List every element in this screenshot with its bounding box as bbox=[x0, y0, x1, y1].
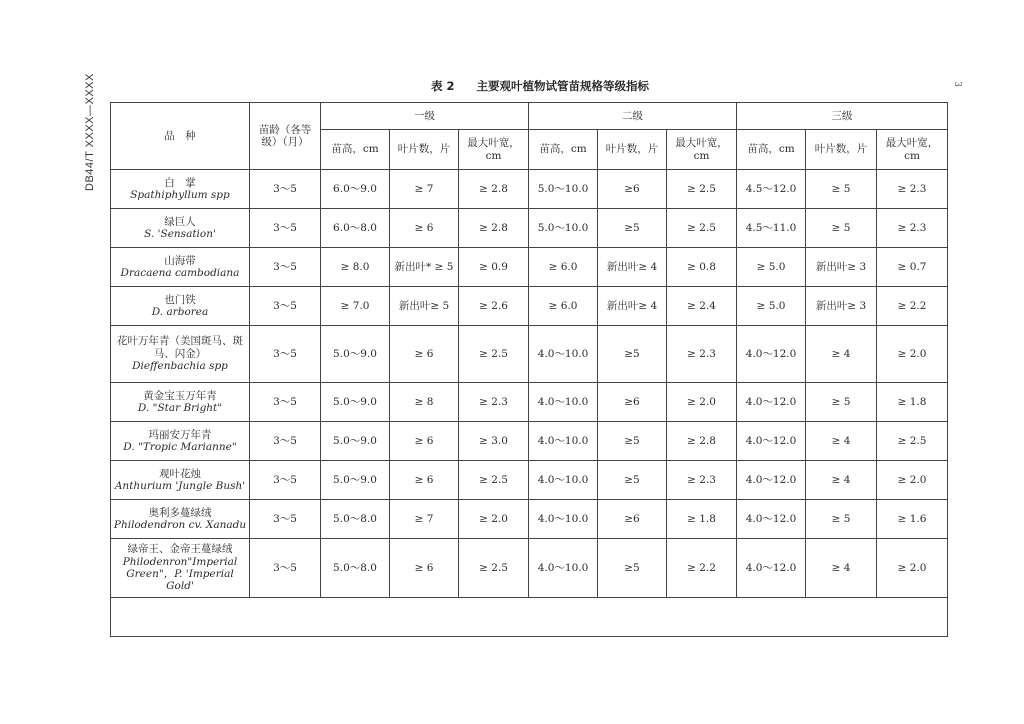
value-cell: ≥ 0.8 bbox=[667, 248, 737, 287]
value-cell: 4.0～12.0 bbox=[737, 383, 806, 422]
variety-name-latin: D. "Tropic Marianne" bbox=[123, 441, 237, 453]
variety-cell bbox=[111, 170, 250, 209]
header-leaf-count: 叶片数，片 bbox=[806, 130, 877, 170]
table-row bbox=[111, 287, 948, 326]
value-cell: 4.0～10.0 bbox=[529, 539, 598, 598]
value-cell: 4.0～10.0 bbox=[529, 500, 598, 539]
table-title: 主要观叶植物试管苗规格等级指标 bbox=[476, 79, 650, 93]
age-cell: 3～5 bbox=[250, 209, 321, 248]
value-cell: ≥ 5 bbox=[806, 170, 877, 209]
value-cell: 5.0～8.0 bbox=[321, 539, 390, 598]
variety-cell bbox=[111, 287, 250, 326]
value-cell: 4.0～12.0 bbox=[737, 422, 806, 461]
value-cell: ≥ 6 bbox=[390, 326, 459, 383]
table-row bbox=[111, 326, 948, 383]
value-cell: ≥ 3.0 bbox=[459, 422, 529, 461]
variety-name-cn: 山海带 bbox=[164, 254, 196, 267]
age-cell: 3～5 bbox=[250, 500, 321, 539]
value-cell: ≥ 2.8 bbox=[459, 209, 529, 248]
value-cell: ≥ 4 bbox=[806, 326, 877, 383]
value-cell: ≥ 8.0 bbox=[321, 248, 390, 287]
value-cell: 4.0～10.0 bbox=[529, 326, 598, 383]
value-cell: ≥ 2.5 bbox=[459, 326, 529, 383]
value-cell: ≥ 6.0 bbox=[529, 248, 598, 287]
value-cell: ≥6 bbox=[598, 500, 667, 539]
value-cell: ≥ 5.0 bbox=[737, 287, 806, 326]
value-cell: 6.0～8.0 bbox=[321, 209, 390, 248]
header-age: 苗龄（各等级）（月） bbox=[250, 103, 321, 170]
value-cell: ≥ 2.5 bbox=[667, 170, 737, 209]
variety-name-cn: 奥利多蔓绿绒 bbox=[148, 506, 212, 519]
value-cell: ≥ 8 bbox=[390, 383, 459, 422]
value-cell: ≥6 bbox=[598, 170, 667, 209]
value-cell: ≥ 6 bbox=[390, 422, 459, 461]
value-cell: ≥ 2.0 bbox=[877, 539, 948, 598]
value-cell: ≥ 5 bbox=[806, 209, 877, 248]
variety-cell bbox=[111, 422, 250, 461]
header-leaf-width: 最大叶宽，cm bbox=[877, 130, 948, 170]
value-cell: ≥ 2.2 bbox=[877, 287, 948, 326]
age-cell: 3～5 bbox=[250, 170, 321, 209]
value-cell: ≥5 bbox=[598, 461, 667, 500]
value-cell: ≥ 0.7 bbox=[877, 248, 948, 287]
variety-name-cn: 白 掌 bbox=[164, 176, 196, 189]
variety-name-cn: 花叶万年青（美国斑马、斑马、闪金） bbox=[117, 335, 243, 360]
variety-name-cn: 玛丽安万年青 bbox=[148, 428, 212, 441]
variety-name-cn: 黄金宝玉万年青 bbox=[143, 389, 217, 402]
variety-name-latin: Anthurium 'Jungle Bush' bbox=[114, 480, 246, 492]
blank-cell bbox=[111, 598, 948, 637]
header-height: 苗高，cm bbox=[737, 130, 806, 170]
variety-name-latin: Dracaena cambodiana bbox=[120, 267, 240, 279]
value-cell: ≥ 2.0 bbox=[459, 500, 529, 539]
grade-spec-table bbox=[110, 102, 948, 637]
table-caption bbox=[330, 78, 750, 94]
variety-name-latin: Dieffenbachia spp bbox=[132, 360, 228, 373]
value-cell: 4.0～12.0 bbox=[737, 539, 806, 598]
variety-cell bbox=[111, 326, 250, 383]
value-cell: ≥ 1.8 bbox=[877, 383, 948, 422]
age-cell: 3～5 bbox=[250, 461, 321, 500]
variety-name-latin: D. "Star Bright" bbox=[137, 402, 223, 414]
value-cell: ≥ 2.8 bbox=[667, 422, 737, 461]
value-cell: ≥ 2.3 bbox=[877, 209, 948, 248]
table-row bbox=[111, 500, 948, 539]
value-cell: ≥ 7 bbox=[390, 170, 459, 209]
value-cell: ≥6 bbox=[598, 383, 667, 422]
value-cell: ≥ 2.0 bbox=[877, 326, 948, 383]
value-cell: 4.0～12.0 bbox=[737, 461, 806, 500]
value-cell: 新出叶≥ 4 bbox=[598, 287, 667, 326]
value-cell: ≥ 6.0 bbox=[529, 287, 598, 326]
value-cell: ≥5 bbox=[598, 209, 667, 248]
value-cell: ≥ 7.0 bbox=[321, 287, 390, 326]
value-cell: ≥ 2.2 bbox=[667, 539, 737, 598]
age-cell: 3～5 bbox=[250, 326, 321, 383]
value-cell: 5.0～10.0 bbox=[529, 170, 598, 209]
header-grade-3: 三级 bbox=[737, 103, 948, 130]
variety-name-latin: D. arborea bbox=[151, 306, 209, 318]
variety-name-cn: 绿巨人 bbox=[164, 215, 196, 228]
value-cell: ≥5 bbox=[598, 422, 667, 461]
value-cell: 5.0～10.0 bbox=[529, 209, 598, 248]
value-cell: ≥ 4 bbox=[806, 461, 877, 500]
value-cell: 4.5～11.0 bbox=[737, 209, 806, 248]
variety-name-latin: Philodendron cv. Xanadu bbox=[113, 519, 247, 531]
variety-cell bbox=[111, 500, 250, 539]
value-cell: ≥ 2.5 bbox=[459, 539, 529, 598]
variety-cell bbox=[111, 461, 250, 500]
value-cell: 6.0～9.0 bbox=[321, 170, 390, 209]
value-cell: 新出叶≥ 4 bbox=[598, 248, 667, 287]
value-cell: 5.0～9.0 bbox=[321, 383, 390, 422]
variety-cell bbox=[111, 539, 250, 598]
variety-name-latin: Philodenron"Imperial Green"，P. 'Imperial Gold' bbox=[122, 555, 238, 593]
header-leaf-count: 叶片数，片 bbox=[390, 130, 459, 170]
value-cell: 4.0～10.0 bbox=[529, 461, 598, 500]
page-number: 3 bbox=[951, 81, 962, 87]
header-leaf-count: 叶片数，片 bbox=[598, 130, 667, 170]
age-cell: 3～5 bbox=[250, 422, 321, 461]
value-cell: ≥ 6 bbox=[390, 539, 459, 598]
value-cell: ≥ 5.0 bbox=[737, 248, 806, 287]
value-cell: ≥ 0.9 bbox=[459, 248, 529, 287]
age-cell: 3～5 bbox=[250, 383, 321, 422]
value-cell: ≥ 2.3 bbox=[667, 461, 737, 500]
header-grade-2: 二级 bbox=[529, 103, 737, 130]
table-row bbox=[111, 248, 948, 287]
age-cell: 3～5 bbox=[250, 287, 321, 326]
value-cell: 5.0～9.0 bbox=[321, 422, 390, 461]
value-cell: ≥ 2.0 bbox=[667, 383, 737, 422]
value-cell: 5.0～8.0 bbox=[321, 500, 390, 539]
table-row bbox=[111, 422, 948, 461]
variety-cell bbox=[111, 248, 250, 287]
header-height: 苗高，cm bbox=[321, 130, 390, 170]
variety-name-cn: 观叶花烛 bbox=[159, 467, 201, 480]
value-cell: ≥ 2.5 bbox=[667, 209, 737, 248]
table-number: 表 2 bbox=[430, 79, 455, 93]
header-leaf-width: 最大叶宽，cm bbox=[459, 130, 529, 170]
value-cell: ≥ 2.4 bbox=[667, 287, 737, 326]
value-cell: ≥ 1.8 bbox=[667, 500, 737, 539]
age-cell: 3～5 bbox=[250, 248, 321, 287]
header-height: 苗高，cm bbox=[529, 130, 598, 170]
value-cell: ≥ 4 bbox=[806, 422, 877, 461]
value-cell: ≥ 2.8 bbox=[459, 170, 529, 209]
value-cell: 新出叶≥ 3 bbox=[806, 248, 877, 287]
table-row bbox=[111, 209, 948, 248]
variety-cell bbox=[111, 383, 250, 422]
value-cell: ≥ 6 bbox=[390, 209, 459, 248]
value-cell: 新出叶* ≥ 5 bbox=[390, 248, 459, 287]
variety-name-latin: Spathiphyllum spp bbox=[130, 189, 230, 201]
value-cell: ≥5 bbox=[598, 539, 667, 598]
value-cell: ≥ 5 bbox=[806, 500, 877, 539]
value-cell: 新出叶≥ 5 bbox=[390, 287, 459, 326]
value-cell: ≥ 7 bbox=[390, 500, 459, 539]
blank-row bbox=[111, 598, 948, 637]
value-cell: ≥ 6 bbox=[390, 461, 459, 500]
value-cell: ≥ 5 bbox=[806, 383, 877, 422]
table-row bbox=[111, 170, 948, 209]
value-cell: ≥ 2.3 bbox=[459, 383, 529, 422]
value-cell: 新出叶≥ 3 bbox=[806, 287, 877, 326]
value-cell: ≥ 4 bbox=[806, 539, 877, 598]
value-cell: ≥ 2.3 bbox=[877, 170, 948, 209]
table-row bbox=[111, 383, 948, 422]
variety-cell bbox=[111, 209, 250, 248]
value-cell: ≥5 bbox=[598, 326, 667, 383]
variety-name-cn: 绿帝王、金帝王蔓绿绒 bbox=[127, 543, 233, 556]
value-cell: ≥ 1.6 bbox=[877, 500, 948, 539]
variety-name-latin: S. 'Sensation' bbox=[144, 228, 216, 240]
value-cell: ≥ 2.0 bbox=[877, 461, 948, 500]
variety-name-cn: 也门铁 bbox=[164, 293, 196, 306]
value-cell: ≥ 2.6 bbox=[459, 287, 529, 326]
value-cell: 4.0～10.0 bbox=[529, 422, 598, 461]
document-code: DB44/T XXXX—XXXX bbox=[84, 73, 96, 191]
value-cell: ≥ 2.5 bbox=[877, 422, 948, 461]
value-cell: ≥ 2.3 bbox=[667, 326, 737, 383]
value-cell: 4.0～12.0 bbox=[737, 500, 806, 539]
header-grade-1: 一级 bbox=[321, 103, 529, 130]
value-cell: 5.0～9.0 bbox=[321, 461, 390, 500]
header-variety: 品 种 bbox=[111, 103, 250, 170]
value-cell: ≥ 2.5 bbox=[459, 461, 529, 500]
value-cell: 4.5～12.0 bbox=[737, 170, 806, 209]
table-row bbox=[111, 461, 948, 500]
value-cell: 5.0～9.0 bbox=[321, 326, 390, 383]
header-leaf-width: 最大叶宽，cm bbox=[667, 130, 737, 170]
age-cell: 3～5 bbox=[250, 539, 321, 598]
table-row bbox=[111, 539, 948, 598]
value-cell: 4.0～10.0 bbox=[529, 383, 598, 422]
value-cell: 4.0～12.0 bbox=[737, 326, 806, 383]
